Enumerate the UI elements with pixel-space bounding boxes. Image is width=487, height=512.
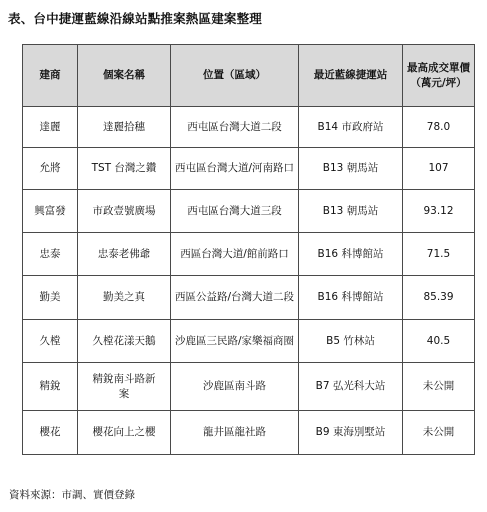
cell-station: B13 朝馬站 (299, 190, 403, 233)
cell-price: 78.0 (403, 107, 475, 148)
cell-station: B7 弘光科大站 (299, 363, 403, 411)
cell-developer: 精銳 (23, 363, 78, 411)
cell-developer: 忠泰 (23, 233, 78, 276)
cell-station: B13 朝馬站 (299, 148, 403, 190)
cell-project-name: 市政壹號廣場 (78, 190, 171, 233)
cell-developer: 達麗 (23, 107, 78, 148)
document-title: 表、台中捷運藍線沿線站點推案熱區建案整理 (8, 11, 263, 26)
cell-station: B5 竹林站 (299, 320, 403, 363)
cell-price: 未公開 (403, 411, 475, 455)
cell-location: 西屯區台灣大道三段 (171, 190, 299, 233)
cell-station: B16 科博館站 (299, 276, 403, 320)
cell-project-name: 久樘花漾天鵝 (78, 320, 171, 363)
cell-price: 85.39 (403, 276, 475, 320)
cell-station: B16 科博館站 (299, 233, 403, 276)
cell-project-name: 忠泰老佛爺 (78, 233, 171, 276)
cell-project-name: TST 台灣之鑽 (78, 148, 171, 190)
table-row (23, 276, 475, 320)
cell-price: 未公開 (403, 363, 475, 411)
cell-price: 93.12 (403, 190, 475, 233)
cell-station: B14 市政府站 (299, 107, 403, 148)
table-row (23, 233, 475, 276)
cell-developer: 興富發 (23, 190, 78, 233)
cell-project-name: 精銳南斗路新 案 (78, 363, 171, 411)
cell-location: 西區台灣大道/館前路口 (171, 233, 299, 276)
cell-station: B9 東海別墅站 (299, 411, 403, 455)
cell-location: 龍井區龍社路 (171, 411, 299, 455)
table-row (23, 148, 475, 190)
header-max-price: 最高成交單價 （萬元/坪） (403, 45, 475, 107)
header-developer: 建商 (23, 45, 78, 107)
table-row (23, 107, 475, 148)
cell-developer: 櫻花 (23, 411, 78, 455)
cell-location: 西區公益路/台灣大道二段 (171, 276, 299, 320)
cell-location: 西屯區台灣大道/河南路口 (171, 148, 299, 190)
cell-location: 沙鹿區南斗路 (171, 363, 299, 411)
table-header-row (23, 45, 475, 107)
cell-developer: 允將 (23, 148, 78, 190)
table-row (23, 363, 475, 411)
header-project-name: 個案名稱 (78, 45, 171, 107)
projects-table (22, 44, 475, 455)
cell-price: 107 (403, 148, 475, 190)
cell-project-name: 勤美之真 (78, 276, 171, 320)
table-row (23, 320, 475, 363)
cell-project-name: 櫻花向上之櫻 (78, 411, 171, 455)
data-source-note: 資料來源：市調、實價登錄 (9, 489, 135, 501)
cell-price: 40.5 (403, 320, 475, 363)
header-location: 位置（區域） (171, 45, 299, 107)
cell-price: 71.5 (403, 233, 475, 276)
cell-project-name: 達麗拾穗 (78, 107, 171, 148)
table-row (23, 190, 475, 233)
cell-developer: 勤美 (23, 276, 78, 320)
table-row (23, 411, 475, 455)
header-nearest-station: 最近藍線捷運站 (299, 45, 403, 107)
cell-location: 沙鹿區三民路/家樂福商圈 (171, 320, 299, 363)
cell-developer: 久樘 (23, 320, 78, 363)
cell-location: 西屯區台灣大道二段 (171, 107, 299, 148)
